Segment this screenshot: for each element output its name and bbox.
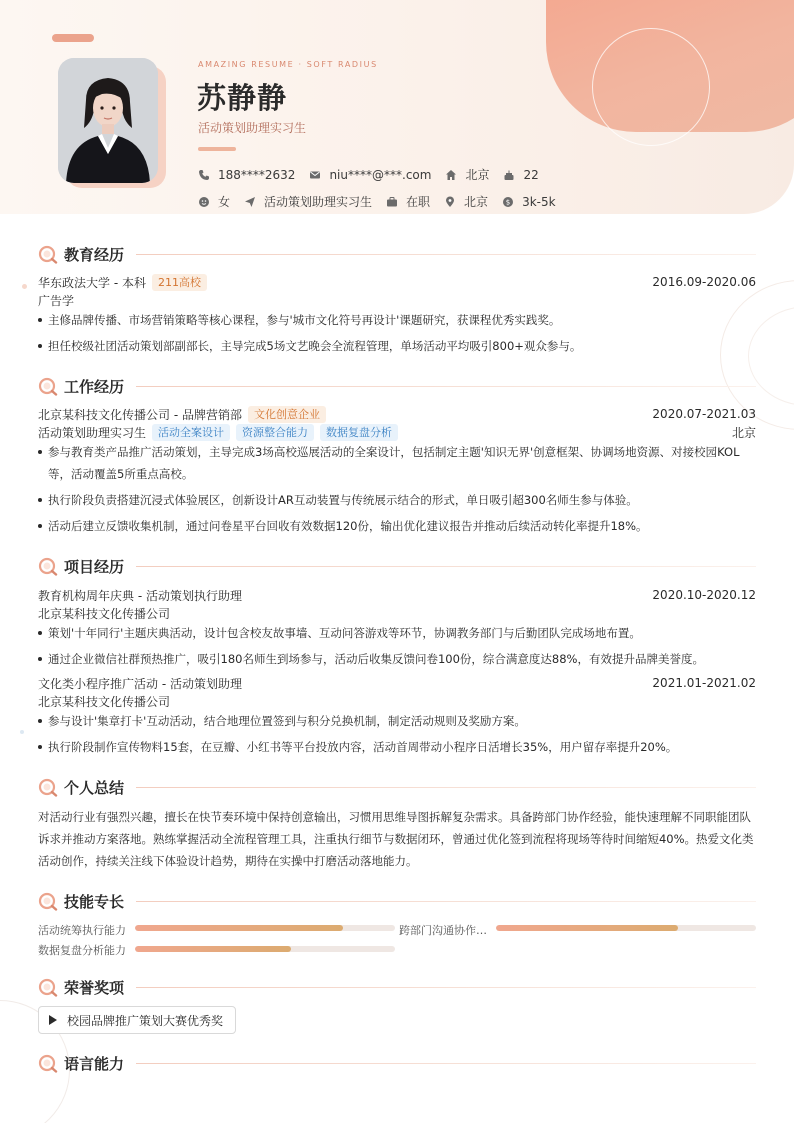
section-title: 技能专长 (64, 892, 125, 911)
section-divider (136, 901, 756, 902)
work-industry-tag: 文化创意企业 (248, 406, 326, 423)
summary-text: 对活动行业有强烈兴趣，擅长在快节奏环境中保持创意输出，习惯用思维导图拆解复杂需求。具备跨部门协作经验，能快速理解不同职能团队诉求并推动方案落地。熟练掌握活动全流程管理工具，注重执行细节与数据闭环，曾通过优化签到流程将现场等待时间缩短40%。热爱文化类活动创作，持续关注线下体验设计趋势，期待在实操中打磨活动落地能力。 (38, 810, 754, 868)
contact-email[interactable] (309, 168, 431, 182)
section-divider (136, 1063, 756, 1064)
section-work-header (38, 376, 756, 396)
header-decor-ring (592, 28, 710, 146)
project-company: 北京某科技文化传播公司 (38, 695, 171, 709)
candidate-name: 苏静静 (197, 81, 288, 115)
section-divider (136, 254, 756, 255)
profile-photo (58, 58, 158, 183)
education-date: 2016.09-2020.06 (652, 275, 756, 289)
candidate-title: 活动策划助理实习生 (198, 121, 307, 135)
section-search-icon (38, 891, 58, 911)
skill-bar (135, 925, 395, 931)
education-entry-header (38, 273, 756, 291)
profile-salary (502, 195, 556, 209)
skill-bar (496, 925, 756, 931)
profile-location (444, 193, 488, 210)
work-skill-tag: 活动全案设计 (152, 424, 230, 441)
header-tagline: AMAZING RESUME · SOFT RADIUS (198, 60, 378, 69)
profile-gender (198, 193, 230, 210)
contact-age (503, 168, 538, 182)
contact-phone[interactable] (198, 168, 295, 182)
cake-icon (503, 169, 515, 181)
project-date: 2021.01-2021.02 (652, 676, 756, 690)
section-project-header (38, 556, 756, 576)
section-summary-header (38, 777, 756, 797)
home-icon (445, 169, 457, 181)
education-bullet: 主修品牌传播、市场营销策略等核心课程，参与'城市文化符号再设计'课题研究，获课程优秀实践奖。 (38, 309, 756, 331)
project-title: 文化类小程序推广活动 - 活动策划助理 (38, 676, 242, 691)
gender-text: 女 (218, 195, 231, 209)
resume-header (0, 0, 794, 214)
salary-icon (502, 196, 514, 208)
award-item (38, 1006, 236, 1034)
profile-row (198, 193, 570, 210)
section-skills-header (38, 891, 756, 911)
education-major: 广告学 (38, 294, 75, 308)
project-company: 北京某科技文化传播公司 (38, 607, 171, 621)
status-text: 在职 (406, 195, 431, 209)
section-divider (136, 386, 756, 387)
work-skill-tag: 数据复盘分析 (320, 424, 398, 441)
contact-row (198, 166, 553, 183)
decor-dot (22, 284, 27, 289)
location-text: 北京 (464, 195, 489, 209)
skill-label: 数据复盘分析能力 (38, 944, 126, 957)
project-bullet: 执行阶段制作宣传物料15套，在豆瓣、小红书等平台投放内容，活动首周带动小程序日活增长35%，用户留存率提升20%。 (38, 736, 756, 758)
skill-fill (496, 925, 678, 931)
section-search-icon (38, 777, 58, 797)
project-title: 教育机构周年庆典 - 活动策划执行助理 (38, 588, 242, 603)
decor-dot (20, 730, 24, 734)
work-skill-tag: 资源整合能力 (236, 424, 314, 441)
project-bullet: 通过企业微信社群预热推广，吸引180名师生到场参与，活动后收集反馈问卷100份，综合满意度达88%，有效提升品牌美誉度。 (38, 648, 756, 670)
work-role: 活动策划助理实习生 (38, 425, 147, 440)
section-search-icon (38, 556, 58, 576)
briefcase-icon (386, 196, 398, 208)
title-accent-bar (198, 147, 236, 151)
award-text: 校园品牌推广策划大赛优秀奖 (67, 1013, 224, 1028)
play-icon (49, 1015, 57, 1025)
profile-status (386, 193, 430, 210)
section-awards-header (38, 977, 756, 997)
skill-label: 跨部门沟通协作… (399, 924, 487, 937)
education-bullet: 担任校级社团活动策划部副部长，主导完成5场文艺晚会全流程管理，单场活动平均吸引800+观众参与。 (38, 335, 756, 357)
location-icon (444, 196, 456, 208)
section-divider (136, 787, 756, 788)
home-text: 北京 (465, 168, 490, 182)
phone-text: 188****2632 (218, 167, 296, 182)
work-bullet: 活动后建立反馈收集机制，通过问卷星平台回收有效数据120份，输出优化建议报告并推动后续活动转化率提升18%。 (38, 515, 756, 537)
section-title: 语言能力 (64, 1054, 125, 1073)
mail-icon (309, 169, 321, 181)
section-search-icon (38, 1053, 58, 1073)
section-search-icon (38, 376, 58, 396)
position-text: 活动策划助理实习生 (264, 195, 373, 209)
skill-bar (135, 946, 395, 952)
age-text: 22 (523, 167, 539, 182)
section-divider (136, 987, 756, 988)
education-school: 华东政法大学 - 本科 (38, 275, 146, 290)
section-education-header (38, 244, 756, 264)
project-bullet: 策划'十年同行'主题庆典活动，设计包含校友故事墙、互动问答游戏等环节，协调教务部门与后勤团队完成场地布置。 (38, 622, 756, 644)
section-title: 工作经历 (64, 377, 125, 396)
profile-position (244, 193, 372, 210)
gender-icon (198, 196, 210, 208)
salary-text: 3k-5k (522, 194, 556, 209)
skill-fill (135, 946, 291, 952)
work-date: 2020.07-2021.03 (652, 407, 756, 421)
skill-label: 活动统筹执行能力 (38, 924, 126, 937)
work-bullet: 参与教育类产品推广活动策划，主导完成3场高校巡展活动的全案设计，包括制定主题'知识无界'创意框架、协调场地资源、对接校园KOL等，活动覆盖5所重点高校。 (38, 441, 750, 485)
section-language-header (38, 1053, 756, 1073)
work-entry-header (38, 405, 756, 423)
email-text: niu****@***.com (329, 167, 432, 182)
project-bullet: 参与设计'集章打卡'互动活动，结合地理位置签到与积分兑换机制，制定活动规则及奖励方案。 (38, 710, 756, 732)
section-title: 教育经历 (64, 245, 125, 264)
section-divider (136, 566, 756, 567)
section-title: 项目经历 (64, 557, 125, 576)
section-title: 个人总结 (64, 778, 125, 797)
phone-icon (198, 169, 210, 181)
section-search-icon (38, 977, 58, 997)
section-search-icon (38, 244, 58, 264)
project-date: 2020.10-2020.12 (652, 588, 756, 602)
work-city: 北京 (731, 425, 756, 440)
project-entry-header (38, 674, 756, 692)
svg-text:$: $ (505, 198, 511, 206)
header-accent-bar (52, 34, 94, 42)
education-tag: 211高校 (152, 274, 207, 291)
send-icon (244, 196, 256, 208)
project-entry-header (38, 586, 756, 604)
section-title: 荣誉奖项 (64, 978, 125, 997)
work-role-row (38, 423, 756, 441)
work-bullet: 执行阶段负责搭建沉浸式体验展区，创新设计AR互动装置与传统展示结合的形式，单日吸引超300名师生参与体验。 (38, 489, 756, 511)
work-company: 北京某科技文化传播公司 - 品牌营销部 (38, 407, 242, 422)
skill-fill (135, 925, 343, 931)
contact-home (445, 166, 489, 183)
